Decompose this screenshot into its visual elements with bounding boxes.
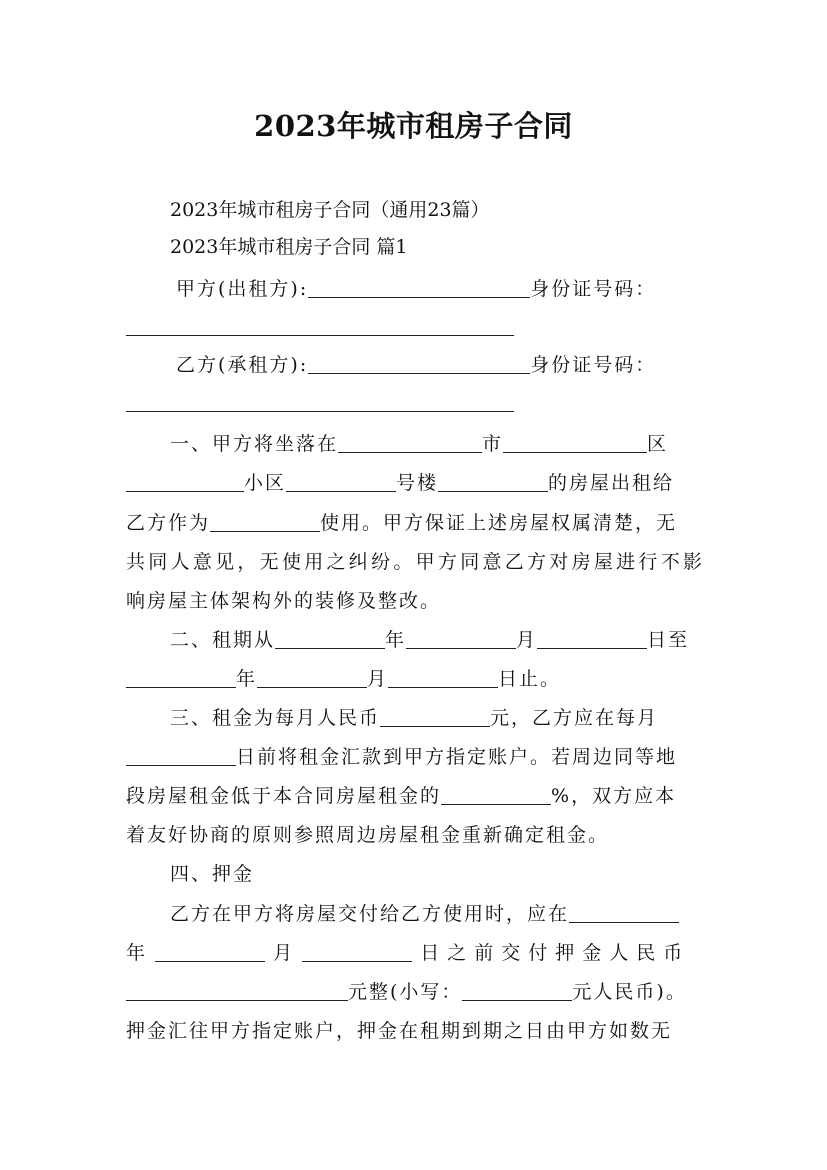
party-b-id-line (126, 389, 702, 417)
blank (126, 746, 236, 766)
blank (569, 903, 679, 923)
blank (126, 668, 236, 688)
clause-1-line-2: 小区 号楼 的房屋出租给 (126, 469, 702, 497)
blank (462, 981, 572, 1001)
party-a-name-blank (308, 278, 530, 298)
clause-4-line-2: 年 月 日之前交付押金人民币 (126, 942, 691, 964)
clause-2-line-1: 二、租期从 年 月 日至 (170, 629, 690, 651)
blank (210, 512, 320, 532)
party-a-id-line (126, 313, 702, 341)
blank (257, 668, 367, 688)
clause-4-line-3: 元整(小写： 元人民币)。 (126, 978, 716, 1006)
clause-3-line-4: 着友好协商的原则参照周边房屋租金重新确定租金。 (126, 824, 610, 846)
blank (441, 785, 551, 805)
clause-1-line-3: 乙方作为 使用。甲方保证上述房屋权属清楚，无 (126, 512, 678, 534)
party-b-name-blank (308, 354, 530, 374)
blank (155, 942, 265, 962)
document-title: 2023年城市租房子合同 (254, 109, 573, 143)
clause-3-line-2: 日前将租金汇款到甲方指定账户。若周边同等地 (126, 743, 702, 771)
blank (275, 629, 385, 649)
clause-3-line-1: 三、租金为每月人民币 元，乙方应在每月 (170, 707, 659, 729)
clause-3-line-3: 段房屋租金低于本合同房屋租金的 %，双方应本 (126, 785, 677, 807)
subtitle: 2023年城市租房子合同（通用23篇） (170, 199, 490, 221)
blank (537, 629, 647, 649)
section-heading: 2023年城市租房子合同 篇1 (170, 236, 408, 258)
clause-1-line-1: 一、甲方将坐落在 市 区 (170, 433, 669, 455)
party-a-id-blank (126, 316, 514, 336)
clause-1-line-4: 共同人意见，无使用之纠纷。甲方同意乙方对房屋进行不影 (126, 551, 702, 573)
blank (503, 433, 647, 453)
party-b-line: 乙方(承租方): 身份证号码： (176, 354, 657, 376)
blank (126, 472, 244, 492)
blank (286, 472, 396, 492)
party-a-line: 甲方(出租方): 身份证号码： (176, 278, 657, 300)
blank (438, 472, 548, 492)
clause-4-heading: 四、押金 (170, 863, 255, 885)
blank (338, 433, 482, 453)
clause-4-line-4: 押金汇往甲方指定账户，押金在租期到期之日由甲方如数无 (126, 1020, 673, 1042)
party-b-id-blank (126, 392, 514, 412)
blank (126, 981, 348, 1001)
blank (380, 707, 490, 727)
clause-4-line-1: 乙方在甲方将房屋交付给乙方使用时，应在 (170, 900, 702, 928)
blank (388, 668, 498, 688)
blank (406, 629, 516, 649)
clause-1-line-5: 响房屋主体架构外的装修及整改。 (126, 590, 442, 612)
clause-2-line-2: 年 月 日止。 (126, 665, 702, 693)
blank (302, 942, 412, 962)
